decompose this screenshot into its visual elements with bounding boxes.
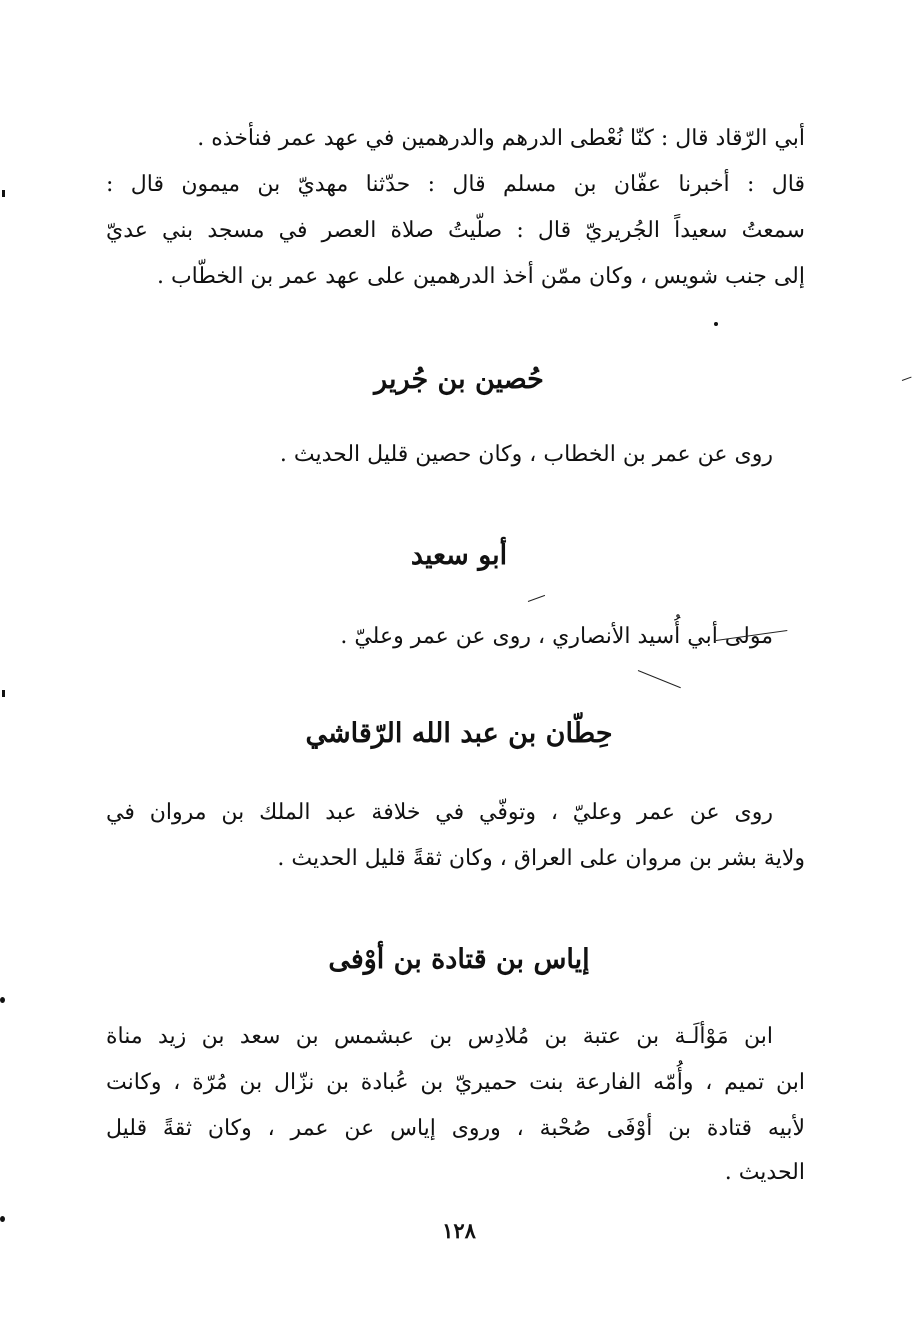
paragraph-line: مولى أبي أُسيد الأنصاري ، روى عن عمر وعليّ .: [340, 624, 773, 649]
section-heading: حُصين بن جُرير: [374, 364, 544, 395]
pen-tick-mark: [528, 595, 545, 602]
paragraph-line: لأبيه قتادة بن أوْفَى صُحْبة ، وروى إياس عن عمر ، وكان ثقةً قليل: [106, 1116, 805, 1141]
paragraph-line: روى عن عمر بن الخطاب ، وكان حصين قليل الحديث .: [279, 442, 773, 467]
paragraph-line: ابن تميم ، وأُمّه الفارعة بنت حميريّ بن عُبادة بن نزّال بن مُرّة ، وكانت: [106, 1070, 805, 1095]
section-heading: حِطّان بن عبد الله الرّقاشي: [305, 718, 613, 749]
paragraph-line: الحديث .: [724, 1160, 805, 1185]
paragraph-line: سمعتُ سعيداً الجُريريّ قال : صلّيتُ صلاة العصر في مسجد بني عديّ: [106, 218, 805, 243]
paragraph-line: أبي الرّقاد قال : كنّا نُعْطى الدرهم والدرهمين في عهد عمر فنأخذه .: [197, 126, 805, 151]
scan-speck: [2, 190, 5, 197]
section-heading: أبو سعيد: [410, 540, 508, 571]
paragraph-line: قال : أخبرنا عفّان بن مسلم قال : حدّثنا مهديّ بن ميمون قال :: [106, 172, 805, 197]
paragraph-line: ولاية بشر بن مروان على العراق ، وكان ثقةً قليل الحديث .: [277, 846, 805, 871]
scan-speck: [0, 1216, 5, 1222]
section-heading: إياس بن قتادة بن أوْفى: [328, 944, 590, 975]
paragraph-line: روى عن عمر وعليّ ، وتوفّي في خلافة عبد الملك بن مروان في: [106, 800, 773, 825]
page-number: ١٢٨: [442, 1218, 476, 1243]
scan-speck: [2, 690, 5, 697]
pen-stroke-mark: [638, 670, 681, 688]
paragraph-line: ابن مَوْألَـة بن عتبة بن مُلادِس بن عبشمس بن سعد بن زيد مناة: [106, 1024, 773, 1049]
scan-speck: [0, 997, 5, 1003]
paragraph-line: إلى جنب شويس ، وكان ممّن أخذ الدرهمين على عهد عمر بن الخطّاب .: [156, 264, 805, 289]
scan-speck: [714, 322, 718, 326]
